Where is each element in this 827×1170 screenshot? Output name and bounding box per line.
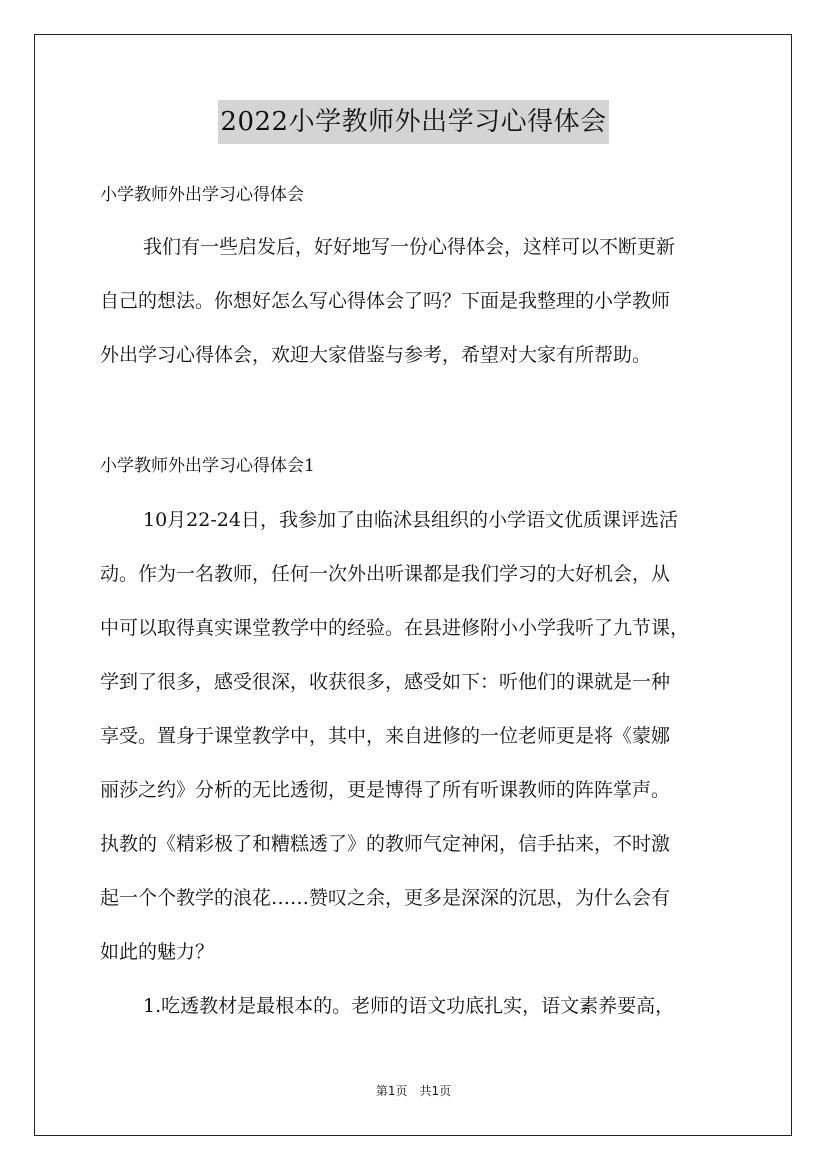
paragraph-line: 我们有一些启发后，好好地写一份心得体会，这样可以不断更新 bbox=[143, 236, 676, 258]
paragraph-line: 起一个个教学的浪花……赞叹之余，更多是深深的沉思，为什么会有 bbox=[100, 887, 671, 909]
document-title bbox=[0, 100, 827, 147]
paragraph-line: 享受。置身于课堂教学中，其中，来自进修的一位老师更是将《蒙娜 bbox=[100, 725, 671, 747]
section-heading-intro: 小学教师外出学习心得体会 bbox=[100, 185, 304, 205]
paragraph-line: 中可以取得真实课堂教学中的经验。在县进修附小小学我听了九节课， bbox=[100, 617, 690, 639]
page-footer: 第1页 共1页 bbox=[375, 1084, 452, 1098]
paragraph-line: 自己的想法。你想好怎么写心得体会了吗？下面是我整理的小学教师 bbox=[100, 290, 671, 312]
paragraph-line: 外出学习心得体会，欢迎大家借鉴与参考，希望对大家有所帮助。 bbox=[100, 344, 652, 366]
section-heading-1: 小学教师外出学习心得体会1 bbox=[100, 456, 315, 476]
intro-paragraph bbox=[100, 220, 740, 382]
body-paragraph bbox=[100, 493, 740, 1033]
paragraph-line: 10月22-24日，我参加了由临沭县组织的小学语文优质课评选活 bbox=[143, 509, 678, 531]
paragraph-line: 1.吃透教材是最根本的。老师的语文功底扎实，语文素养要高， bbox=[143, 995, 675, 1017]
paragraph-line: 丽莎之约》分析的无比透彻，更是博得了所有听课教师的阵阵掌声。 bbox=[100, 779, 671, 801]
paragraph-line: 执教的《精彩极了和糟糕透了》的教师气定神闲，信手拈来，不时激 bbox=[100, 833, 671, 855]
paragraph-line: 学到了很多，感受很深，收获很多，感受如下：听他们的课就是一种 bbox=[100, 671, 671, 693]
paragraph-line: 动。作为一名教师，任何一次外出听课都是我们学习的大好机会，从 bbox=[100, 563, 671, 585]
title-text: 2022小学教师外出学习心得体会 bbox=[218, 100, 608, 144]
paragraph-line: 如此的魅力？ bbox=[100, 941, 215, 963]
